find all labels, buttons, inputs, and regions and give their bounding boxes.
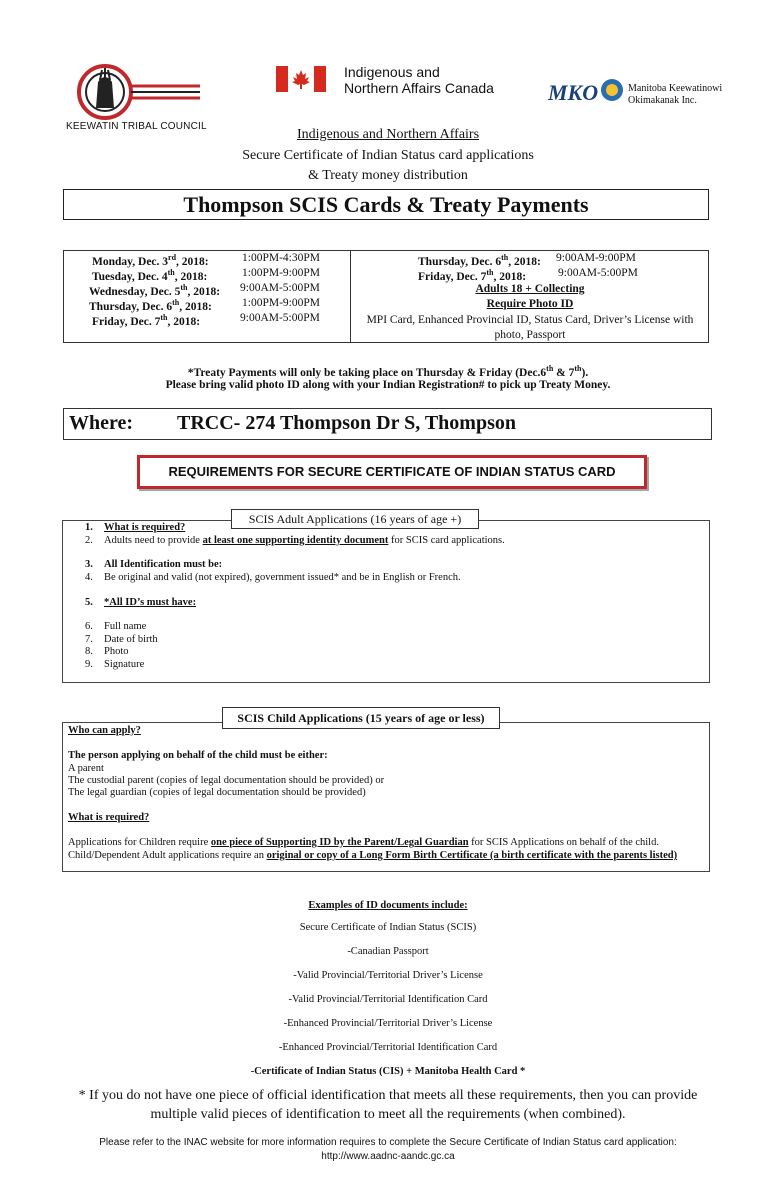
require-photo-id-text: Require Photo ID — [486, 298, 574, 310]
ktc-logo-text: KEEWATIN TRIBAL COUNCIL — [66, 121, 207, 132]
schedule-time: 1:00PM-4:30PM — [242, 252, 320, 264]
mko-logo — [546, 78, 626, 108]
mko-line-1: Manitoba Keewatinowi — [628, 83, 723, 94]
id-note-line-2: multiple valid pieces of identification to meet all the requirements (when combined). — [150, 1107, 626, 1122]
child-applications-label: SCIS Child Applications (15 years of age or less) — [222, 707, 500, 729]
schedule-day: Tuesday, Dec. 4th, 2018: — [92, 268, 208, 283]
example-id-item: -Enhanced Provincial/Territorial Driver’s License — [283, 1018, 493, 1029]
example-id-item-cis: -Certificate of Indian Status (CIS) + Manitoba Health Card * — [250, 1066, 526, 1077]
requirements-banner — [137, 455, 647, 489]
header-line-3: & Treaty money distribution — [308, 168, 468, 183]
inac-logo-text — [344, 64, 494, 96]
canada-flag-icon — [276, 66, 326, 92]
example-id-item: -Canadian Passport — [347, 946, 429, 957]
schedule-time: 1:00PM-9:00PM — [242, 267, 320, 279]
example-id-item: -Valid Provincial/Territorial Driver’s License — [293, 970, 483, 981]
treaty-note-line-2: Please bring valid photo ID along with your Indian Registration# to pick up Treaty Money. — [165, 379, 611, 391]
person-applying-text: The person applying on behalf of the child must be either: — [68, 750, 328, 761]
schedule-time: 9:00AM-5:00PM — [240, 282, 320, 294]
what-is-required-heading: What is required? — [68, 812, 150, 823]
example-id-item: Secure Certificate of Indian Status (SCIS) — [299, 922, 477, 933]
mko-line-2: Okimakanak Inc. — [628, 95, 697, 106]
schedule-day: Monday, Dec. 3rd, 2018: — [92, 253, 209, 268]
inac-line-1: Indigenous and — [344, 64, 440, 80]
header-line-2: Secure Certificate of Indian Status card applications — [242, 148, 534, 163]
child-option-custodial: The custodial parent (copies of legal documentation should be provided) or — [68, 775, 385, 786]
accepted-id-line-1: MPI Card, Enhanced Provincial ID, Status Card, Driver’s License with — [366, 314, 694, 326]
adults-collecting-text: Adults 18 + Collecting — [475, 283, 585, 295]
schedule-time: 1:00PM-9:00PM — [242, 297, 320, 309]
page-title: Thompson SCIS Cards & Treaty Payments — [183, 192, 589, 217]
footer-line-1: Please refer to the INAC website for more information requires to complete the Secure Certificate of Indian Status card application: — [99, 1137, 677, 1148]
header-line-1: Indigenous and Northern Affairs — [296, 127, 480, 142]
where-label: Where: — [69, 412, 134, 434]
child-option-guardian: The legal guardian (copies of legal documentation should be provided) — [68, 787, 366, 798]
treaty-note-line-1: *Treaty Payments will only be taking place on Thursday & Friday (Dec.6th & 7th). — [187, 364, 589, 379]
mko-logo-text — [628, 83, 722, 107]
id-note-line-1: * If you do not have one piece of official identification that meets all these requirements, then you can provide — [78, 1088, 698, 1103]
schedule-day: Wednesday, Dec. 5th, 2018: — [89, 283, 221, 298]
who-can-apply-heading: Who can apply? — [68, 725, 141, 736]
child-requirement-1: Applications for Children require one piece of Supporting ID by the Parent/Legal Guardian for SCIS Applications on behalf of the child. — [68, 837, 659, 848]
where-location: TRCC- 274 Thompson Dr S, Thompson — [177, 412, 516, 434]
schedule-time: 9:00AM-5:00PM — [240, 312, 320, 324]
inac-line-2: Northern Affairs Canada — [344, 80, 494, 96]
schedule-time: 9:00AM-5:00PM — [558, 267, 638, 279]
example-id-item: -Enhanced Provincial/Territorial Identification Card — [278, 1042, 498, 1053]
adult-applications-label: SCIS Adult Applications (16 years of age +) — [231, 509, 479, 529]
schedule-day: Thursday, Dec. 6th, 2018: — [89, 298, 212, 313]
mko-mark: MKO — [548, 80, 599, 105]
schedule-day: Friday, Dec. 7th, 2018: — [92, 313, 201, 328]
schedule-time: 9:00AM-9:00PM — [556, 252, 636, 264]
child-requirement-2: Child/Dependent Adult applications require an original or copy of a Long Form Birth Certificate (a birth certificate with the parents listed) — [68, 850, 678, 861]
child-option-parent: A parent — [68, 763, 104, 774]
examples-heading: Examples of ID documents include: — [308, 900, 468, 911]
schedule-day: Friday, Dec. 7th, 2018: — [418, 268, 527, 283]
example-id-item: -Valid Provincial/Territorial Identification Card — [288, 994, 488, 1005]
accepted-id-line-2: photo, Passport — [494, 329, 566, 341]
requirements-title: REQUIREMENTS FOR SECURE CERTIFICATE OF INDIAN STATUS CARD — [168, 464, 616, 479]
schedule-day: Thursday, Dec. 6th, 2018: — [418, 253, 541, 268]
footer-url-link[interactable]: http://www.aadnc-aandc.gc.ca — [321, 1151, 455, 1162]
title-box — [63, 189, 709, 220]
